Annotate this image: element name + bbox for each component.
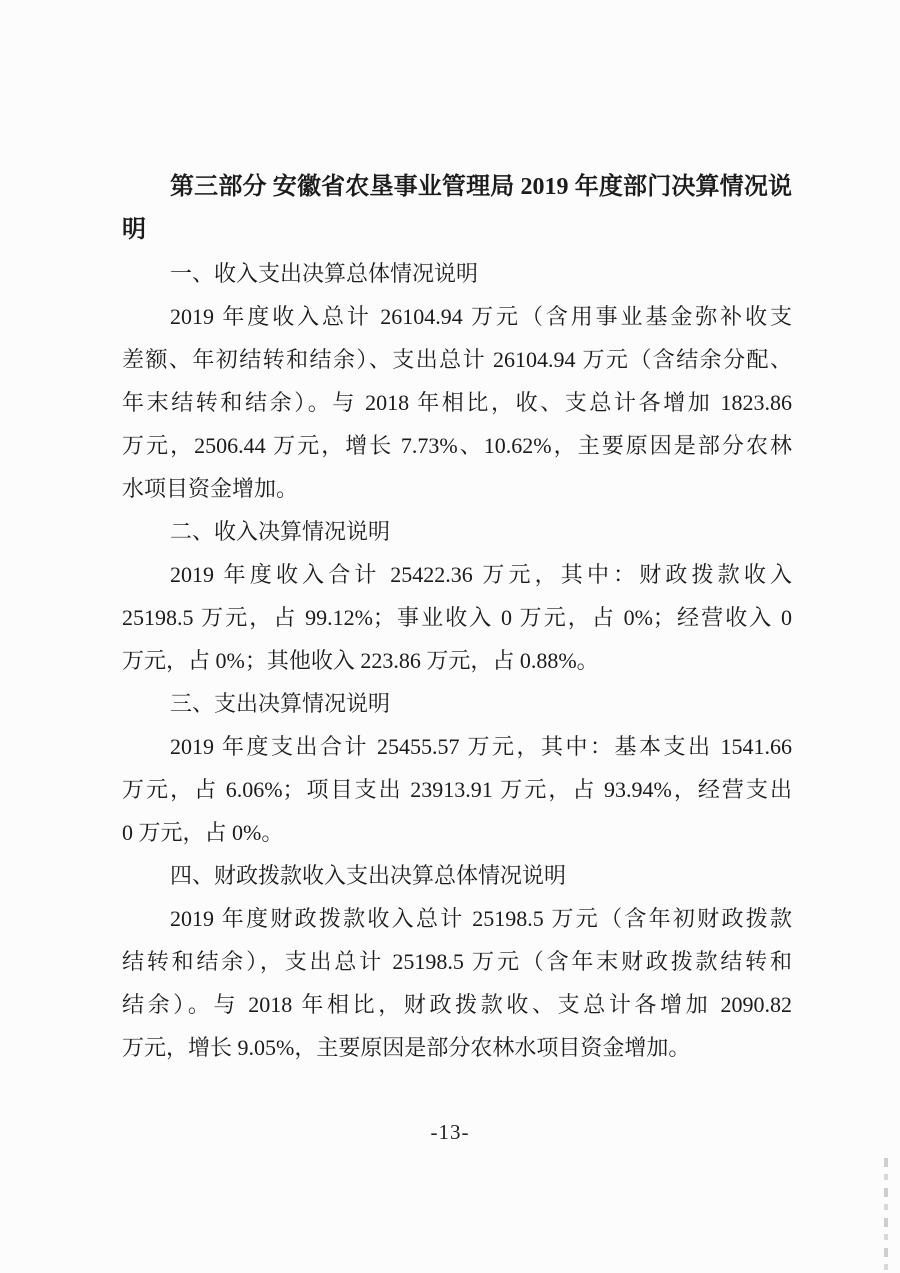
paragraph-line: 2019 年度收入合计 25422.36 万元，其中：财政拨款收入	[170, 562, 792, 587]
paragraph-line: 万元，2506.44 万元，增长 7.73%、10.62%，主要原因是部分农林	[122, 433, 792, 458]
paragraph-line: 差额、年初结转和结余）、支出总计 26104.94 万元（含结余分配、	[122, 347, 792, 372]
section-heading: 三、支出决算情况说明	[170, 691, 391, 716]
title-line: 第三部分 安徽省农垦事业管理局 2019 年度部门决算情况说	[170, 174, 792, 200]
section-heading: 四、财政拨款收入支出决算总体情况说明	[170, 863, 567, 888]
section-income-expense-overview	[122, 252, 792, 510]
paragraph-line: 结转和结余），支出总计 25198.5 万元（含年末财政拨款结转和	[122, 949, 792, 974]
paragraph-line: 25198.5 万元，占 99.12%；事业收入 0 万元，占 0%；经营收入 0	[122, 605, 792, 630]
paragraph-line: 结余）。与 2018 年相比，财政拨款收、支总计各增加 2090.82	[122, 992, 792, 1017]
section-fiscal-appropriation-overview	[122, 854, 792, 1069]
paragraph-line: 年末结转和结余）。与 2018 年相比，收、支总计各增加 1823.86	[122, 390, 792, 415]
paragraph-line: 2019 年度财政拨款收入总计 25198.5 万元（含年初财政拨款	[170, 906, 792, 931]
document-body	[122, 166, 792, 1069]
paragraph-line: 2019 年度支出合计 25455.57 万元，其中：基本支出 1541.66	[170, 734, 792, 759]
paragraph-line: 万元，占 6.06%；项目支出 23913.91 万元，占 93.94%，经营支出	[122, 777, 792, 802]
section-heading: 二、收入决算情况说明	[170, 519, 391, 544]
document-title	[122, 166, 792, 252]
paragraph-line: 2019 年度收入总计 26104.94 万元（含用事业基金弥补收支	[170, 304, 792, 329]
paragraph-line: 万元，增长 9.05%，主要原因是部分农林水项目资金增加。	[122, 1035, 691, 1060]
section-expense-statement	[122, 682, 792, 854]
paragraph-line: 万元，占 0%；其他收入 223.86 万元，占 0.88%。	[122, 648, 599, 673]
section-income-statement	[122, 510, 792, 682]
paragraph-line: 水项目资金增加。	[122, 476, 299, 501]
title-line: 明	[122, 217, 146, 243]
paragraph-line: 0 万元，占 0%。	[122, 820, 284, 845]
section-heading: 一、收入支出决算总体情况说明	[170, 261, 479, 286]
scan-artifact-line	[884, 1158, 888, 1273]
page-number: -13-	[430, 1120, 470, 1144]
